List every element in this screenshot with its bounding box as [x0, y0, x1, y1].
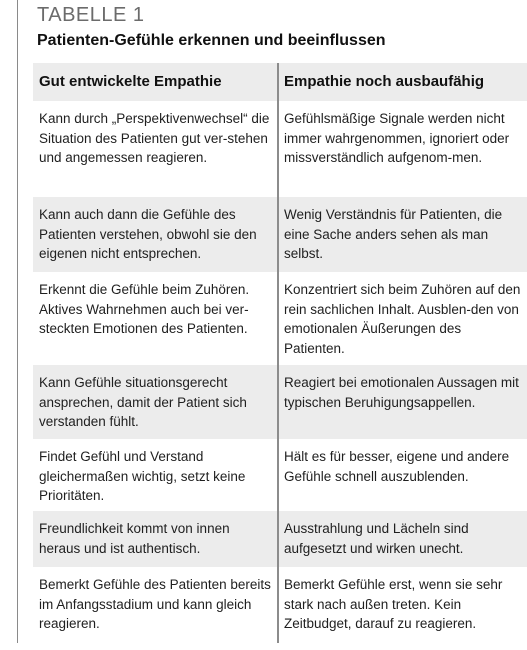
table-row: [33, 197, 527, 272]
table-row: [33, 439, 527, 511]
column-header-improvable: Empathie noch ausbaufähig: [284, 73, 485, 90]
good-empathy-cell: Kann durch „Perspektivenwechsel“ die Situation des Patienten gut ver-stehen und angemessen reagieren.: [39, 111, 270, 165]
good-empathy-cell: Kann auch dann die Gefühle des Patienten verstehen, obwohl sie den eigenen nicht entsprechen.: [39, 207, 257, 261]
good-empathy-cell: Bemerkt Gefühle des Patienten bereits im Anfangsstadium und kann gleich reagieren.: [39, 577, 271, 631]
column-header-good: Gut entwickelte Empathie: [39, 73, 222, 90]
table-row: [33, 567, 527, 643]
table-label: TABELLE 1: [37, 4, 145, 26]
good-empathy-cell: Erkennt die Gefühle beim Zuhören. Aktives Wahrnehmen auch bei ver-steckten Emotionen des Patienten.: [39, 282, 250, 336]
improvable-empathy-cell: Bemerkt Gefühle erst, wenn sie sehr stark nach außen treten. Kein Zeitbudget, darauf zu reagieren.: [284, 577, 503, 631]
improvable-empathy-cell: Ausstrahlung und Lächeln sind aufgesetzt und wirken unecht.: [284, 521, 469, 556]
table-title: Patienten-Gefühle erkennen und beeinflussen: [37, 32, 386, 49]
table-row: [33, 101, 527, 197]
improvable-empathy-cell: Gefühlsmäßige Signale werden nicht immer wahrgenommen, ignoriert oder missverständlich aufgenom-men.: [284, 111, 510, 165]
good-empathy-cell: Findet Gefühl und Verstand gleichermaßen wichtig, setzt keine Prioritäten.: [39, 449, 246, 503]
good-empathy-cell: Kann Gefühle situationsgerecht ansprechen, damit der Patient sich verstanden fühlt.: [39, 375, 247, 429]
table-row: [33, 272, 527, 365]
table-row: [33, 511, 527, 567]
improvable-empathy-cell: Wenig Verständnis für Patienten, die eine Sache anders sehen als man selbst.: [284, 207, 503, 261]
table-header-row: [33, 63, 527, 101]
left-margin-rule: [17, 0, 18, 643]
improvable-empathy-cell: Konzentriert sich beim Zuhören auf den rein sachlichen Inhalt. Ausblen-den von emotionalen Äußerungen des Patienten.: [284, 282, 521, 356]
table-row: [33, 365, 527, 439]
improvable-empathy-cell: Hält es für besser, eigene und andere Gefühle schnell auszublenden.: [284, 449, 510, 484]
good-empathy-cell: Freundlichkeit kommt von innen heraus und ist authentisch.: [39, 521, 230, 556]
column-divider: [277, 63, 279, 643]
improvable-empathy-cell: Reagiert bei emotionalen Aussagen mit typischen Beruhigungsappellen.: [284, 375, 519, 410]
